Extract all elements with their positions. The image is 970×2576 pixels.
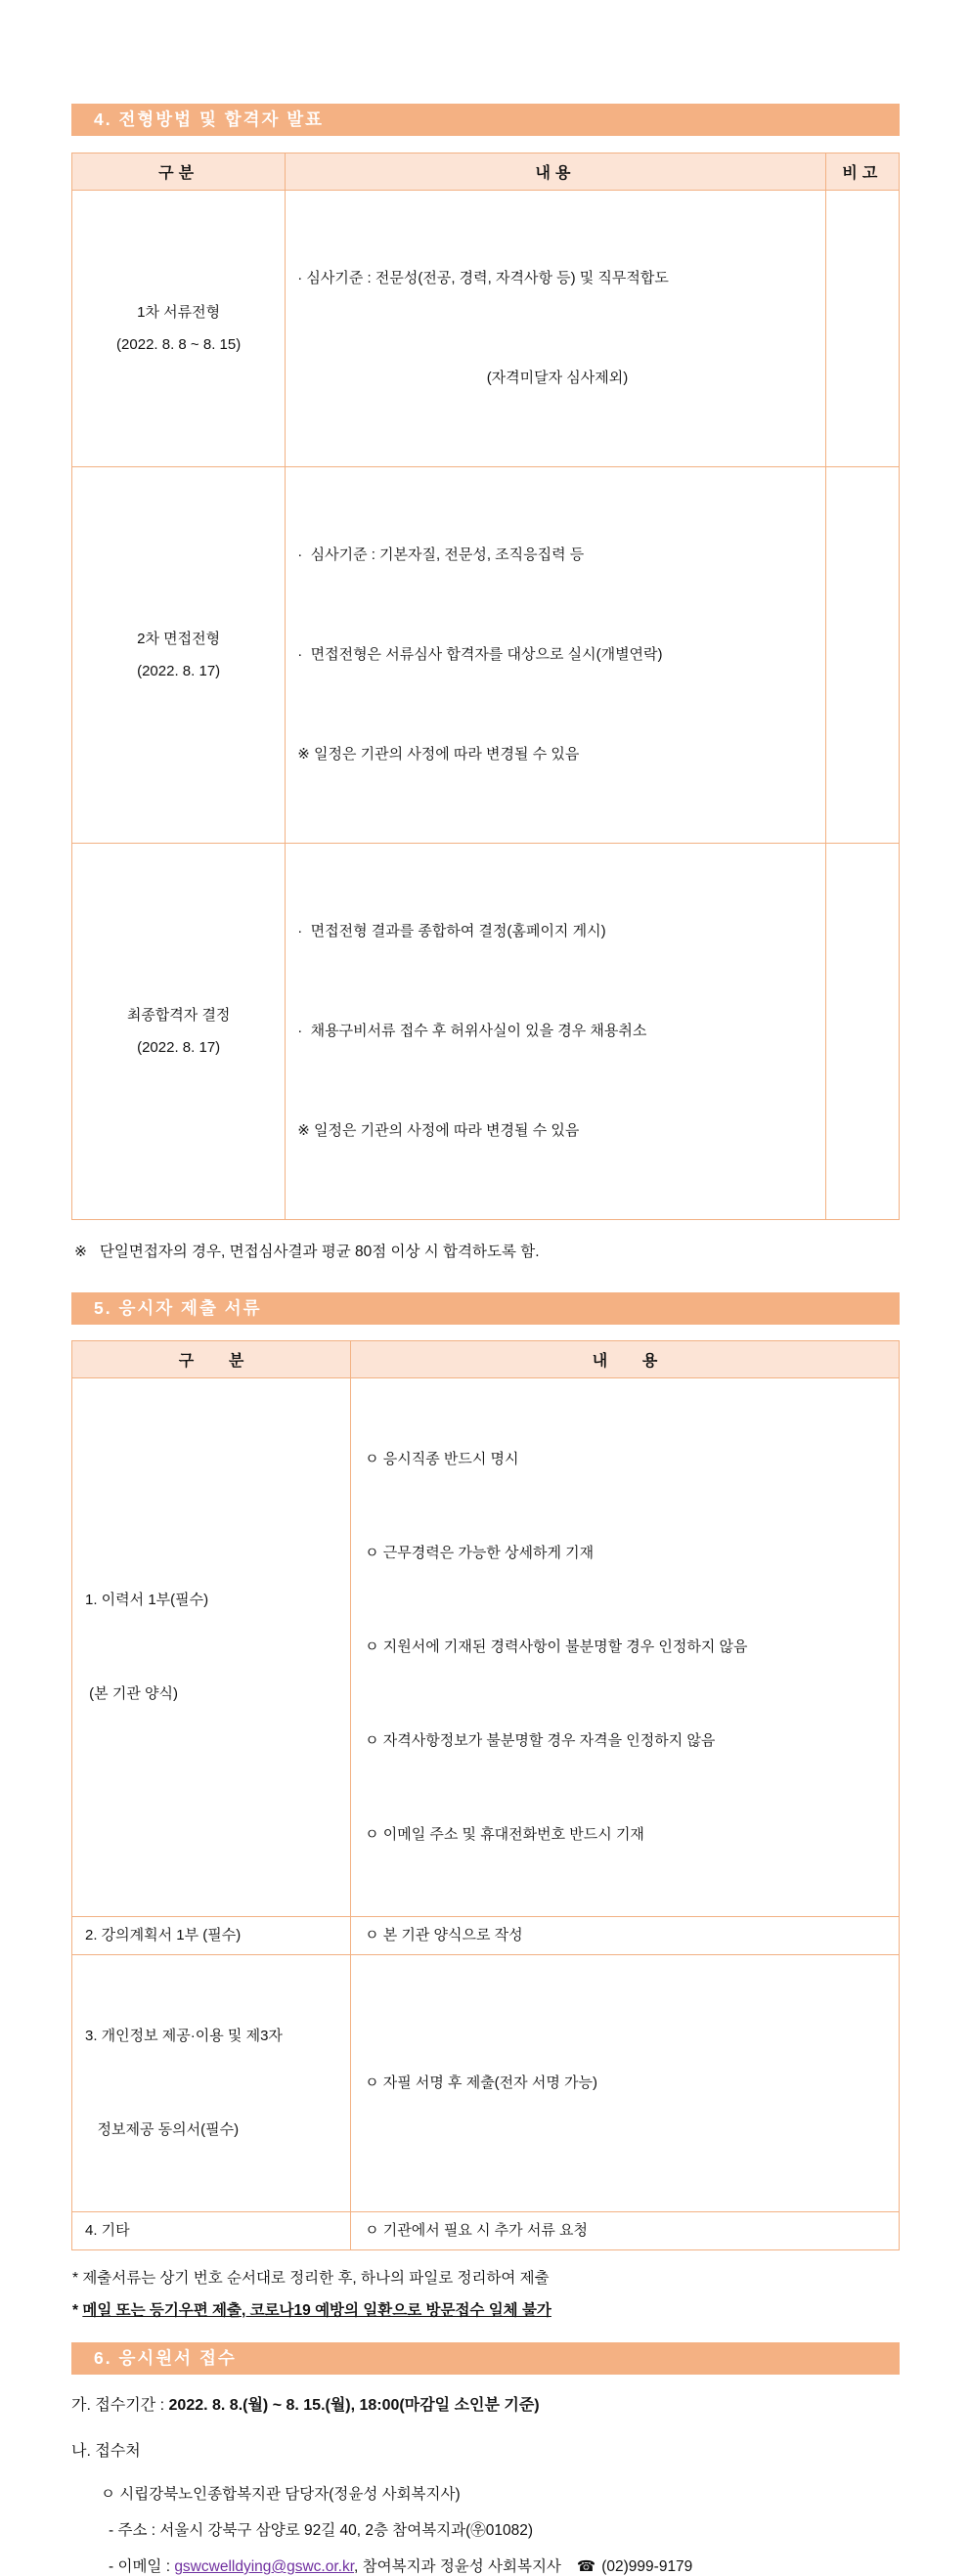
- content-line: ㅇ 응시직종 반드시 명시: [365, 1451, 519, 1467]
- email-line: [71, 2554, 900, 2576]
- category-cell: [72, 844, 286, 1220]
- category-cell: [72, 1378, 351, 1917]
- content-line: (자격미달자 심사제외): [486, 370, 629, 386]
- telephone-icon: ☎: [576, 2558, 596, 2575]
- content-line: · 채용구비서류 접수 후 허위사실이 있을 경우 채용취소: [297, 1023, 647, 1039]
- table-header-row: [72, 153, 900, 191]
- category-cell: [72, 1955, 351, 2212]
- email-link[interactable]: gswcwelldying@gswc.or.kr: [174, 2558, 355, 2575]
- category-line: (본 기관 양식): [85, 1685, 178, 1702]
- application-period-line: [71, 2392, 900, 2415]
- col-header-remark: 비고: [825, 153, 899, 191]
- content-line: · 면접전형 결과를 종합하여 결정(홈페이지 게시): [297, 923, 606, 939]
- table-row: [72, 1378, 900, 1917]
- content-cell: ㅇ 자필 서명 후 제출(전자 서명 가능): [351, 1955, 900, 2212]
- section4-title-bar: 4. 전형방법 및 합격자 발표: [71, 104, 900, 136]
- content-cell: [351, 1378, 900, 1917]
- category-cell: 2. 강의계획서 1부 (필수): [72, 1917, 351, 1955]
- content-line: · 심사기준 : 전문성(전공, 경력, 자격사항 등) 및 직무적합도: [297, 270, 669, 286]
- email-suffix: , 참여복지과 정윤성 사회복지사: [354, 2558, 561, 2575]
- note-underlined-text: 메일 또는 등기우편 제출, 코로나19 예방의 일환으로 방문접수 일체 불가: [82, 2302, 551, 2319]
- category-line: 2차 면접전형: [137, 631, 221, 647]
- submission-note-2: [72, 2294, 900, 2327]
- category-cell: 4. 기타: [72, 2212, 351, 2250]
- content-line: ㅇ 이메일 주소 및 휴대전화번호 반드시 기재: [365, 1826, 644, 1843]
- content-line: ※ 일정은 기관의 사정에 따라 변경될 수 있음: [297, 1122, 580, 1139]
- period-label: 가. 접수기간 :: [71, 2397, 169, 2414]
- col-header-content: 내 용: [351, 1341, 900, 1378]
- col-header-category: 구분: [72, 153, 286, 191]
- category-line: 1차 서류전형: [137, 304, 221, 321]
- section6-title-bar: 6. 응시원서 접수: [71, 2342, 900, 2375]
- table-row: [72, 844, 900, 1220]
- email-label: - 이메일 :: [109, 2558, 175, 2575]
- col-header-category: 구 분: [72, 1341, 351, 1378]
- col-header-content: 내용: [286, 153, 825, 191]
- content-line: ㅇ 근무경력은 가능한 상세하게 기재: [365, 1545, 595, 1561]
- remark-cell: [825, 467, 899, 844]
- category-line: (2022. 8. 17): [137, 663, 221, 679]
- content-line: · 심사기준 : 기본자질, 전문성, 조직응집력 등: [297, 546, 585, 563]
- content-line: ㅇ 자격사항정보가 불분명할 경우 자격을 인정하지 않음: [365, 1732, 716, 1749]
- content-cell: ㅇ 본 기관 양식으로 작성: [351, 1917, 900, 1955]
- contact-person-line: ㅇ 시립강북노인종합복지관 담당자(정윤성 사회복지사): [101, 2486, 461, 2503]
- table-row: [72, 1917, 900, 1955]
- application-place-label: 나. 접수처: [71, 2443, 141, 2460]
- category-cell: [72, 191, 286, 467]
- content-cell: [286, 844, 825, 1220]
- single-interview-note: ※ 단일면접자의 경우, 면접심사결과 평균 80점 이상 시 합격하도록 함.: [74, 1244, 540, 1260]
- table-row: [72, 1955, 900, 2212]
- submission-notes: [71, 2262, 900, 2327]
- table-row: [72, 2212, 900, 2250]
- table-row: [72, 467, 900, 844]
- content-cell: [286, 191, 825, 467]
- section5-title-bar: 5. 응시자 제출 서류: [71, 1292, 900, 1325]
- address-line: - 주소 : 서울시 강북구 삼양로 92길 40, 2층 참여복지과(㉾01082): [109, 2522, 534, 2539]
- table-header-row: [72, 1341, 900, 1378]
- content-line: · 면접전형은 서류심사 합격자를 대상으로 실시(개별연락): [297, 646, 663, 663]
- category-line: (2022. 8. 8 ~ 8. 15): [116, 336, 242, 353]
- content-line: ※ 일정은 기관의 사정에 따라 변경될 수 있음: [297, 746, 580, 763]
- remark-cell: [825, 191, 899, 467]
- remark-cell: [825, 844, 899, 1220]
- table-row: [72, 191, 900, 467]
- category-line: 1. 이력서 1부(필수): [85, 1592, 209, 1608]
- category-line: (2022. 8. 17): [137, 1039, 221, 1056]
- submission-note-1: * 제출서류는 상기 번호 순서대로 정리한 후, 하나의 파일로 정리하여 제출: [72, 2270, 550, 2287]
- content-cell: [286, 467, 825, 844]
- category-cell: [72, 467, 286, 844]
- category-line: 최종합격자 결정: [126, 1007, 231, 1024]
- category-line: 정보제공 동의서(필수): [85, 2121, 240, 2138]
- content-line: ㅇ 지원서에 기재된 경력사항이 불분명할 경우 인정하지 않음: [365, 1638, 748, 1655]
- category-line: 3. 개인정보 제공·이용 및 제3자: [85, 2028, 283, 2044]
- note-asterisk: *: [72, 2302, 83, 2319]
- submission-documents-table: [71, 1340, 900, 2250]
- selection-method-table: [71, 153, 900, 1220]
- content-cell: ㅇ 기관에서 필요 시 추가 서류 요청: [351, 2212, 900, 2250]
- phone-number: (02)999-9179: [601, 2558, 693, 2575]
- period-value: 2022. 8. 8.(월) ~ 8. 15.(월), 18:00(마감일 소인분 기준): [168, 2397, 540, 2414]
